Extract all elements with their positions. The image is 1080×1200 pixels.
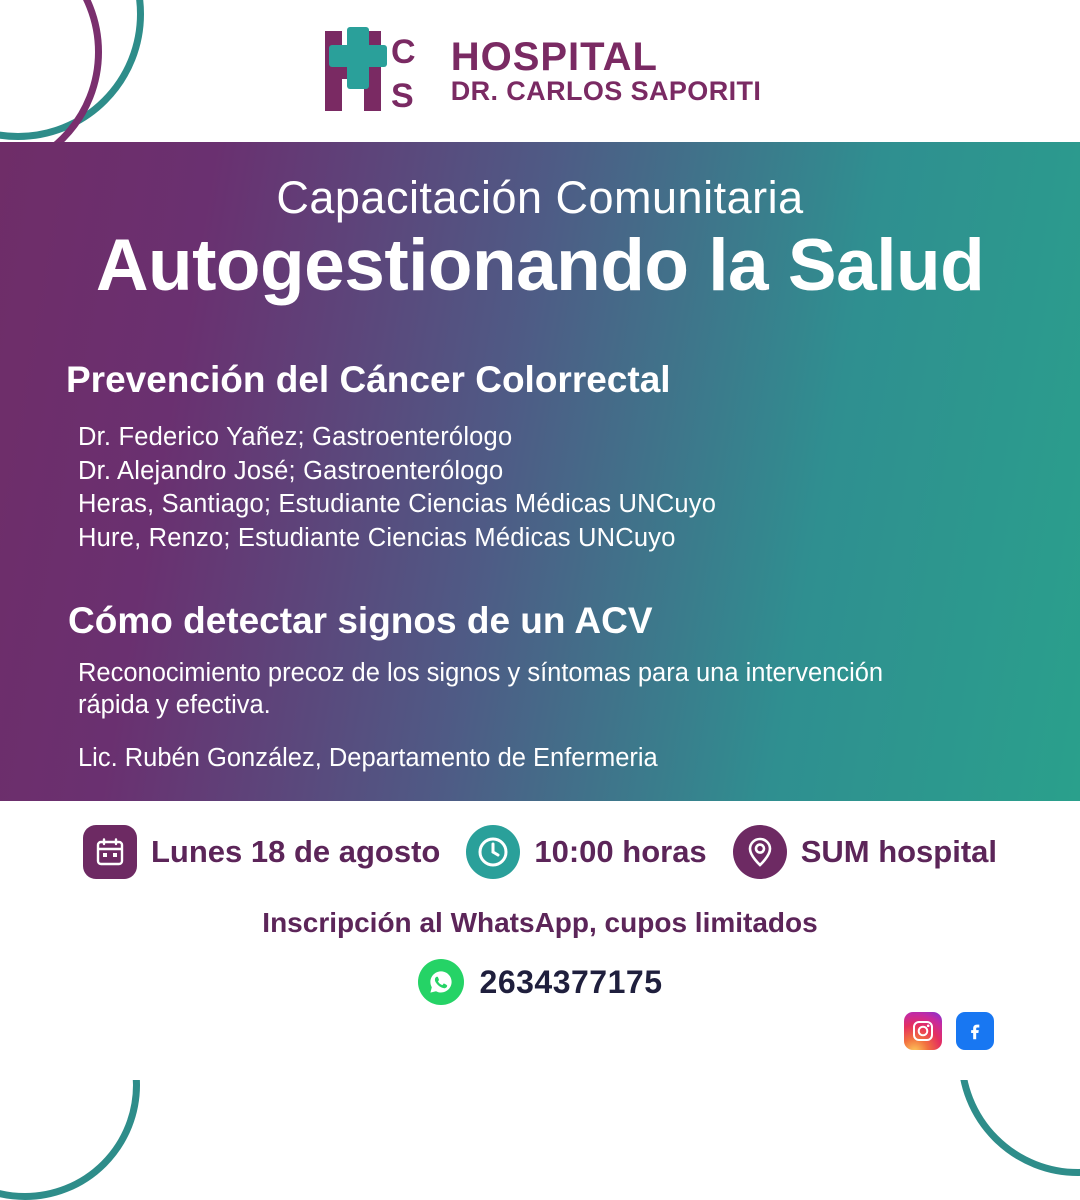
section-description-acv: Reconocimiento precoz de los signos y síntomas para una intervención rápida y efectiva. <box>78 659 884 720</box>
section-heading-colorrectal: Prevención del Cáncer Colorrectal <box>66 358 671 400</box>
location-pin-icon <box>733 825 787 879</box>
brand-name-line2: DR. CARLOS SAPORITI <box>450 75 762 106</box>
whatsapp-contact[interactable] <box>0 959 1080 1005</box>
event-place-label: SUM hospital <box>800 834 998 869</box>
event-date-label: Lunes 18 de agosto <box>150 834 441 869</box>
brand-name <box>450 34 762 106</box>
event-time-label: 10:00 horas <box>534 834 707 869</box>
facebook-icon[interactable] <box>956 1012 994 1050</box>
event-date <box>83 825 440 879</box>
list-item: Dr. Alejandro José; Gastroenterólogo <box>78 456 504 485</box>
list-item: Dr. Federico Yañez; Gastroenterólogo <box>78 422 513 451</box>
whatsapp-icon[interactable] <box>418 959 464 1005</box>
section-heading-acv: Cómo detectar signos de un ACV <box>68 600 653 642</box>
whatsapp-phone-number[interactable]: 2634377175 <box>479 963 663 1000</box>
speaker-list-colorrectal <box>56 421 1024 557</box>
svg-text:C: C <box>390 33 416 71</box>
event-time <box>466 825 706 879</box>
brand-name-line1: HOSPITAL <box>450 34 658 79</box>
poster-main-band <box>0 142 1080 801</box>
poster-eyebrow: Capacitación Comunitaria <box>276 172 804 223</box>
hospital-cross-logo-icon <box>319 23 437 119</box>
brand-logo <box>319 23 762 119</box>
svg-text:S: S <box>390 77 414 115</box>
social-links[interactable] <box>904 1012 994 1050</box>
instagram-icon[interactable] <box>904 1012 942 1050</box>
event-details-row <box>0 825 1080 879</box>
list-item: Hure, Renzo; Estudiante Ciencias Médicas UNCuyo <box>78 524 676 553</box>
list-item: Heras, Santiago; Estudiante Ciencias Médicas UNCuyo <box>78 490 717 519</box>
calendar-icon <box>83 825 137 879</box>
speaker-acv: Lic. Rubén González, Departamento de Enfermeria <box>78 744 658 773</box>
event-place <box>733 825 997 879</box>
page-title: Autogestionando la Salud <box>95 225 985 306</box>
footer <box>0 801 1080 1080</box>
header <box>0 0 1080 142</box>
clock-icon <box>466 825 520 879</box>
registration-note: Inscripción al WhatsApp, cupos limitados <box>262 907 818 938</box>
